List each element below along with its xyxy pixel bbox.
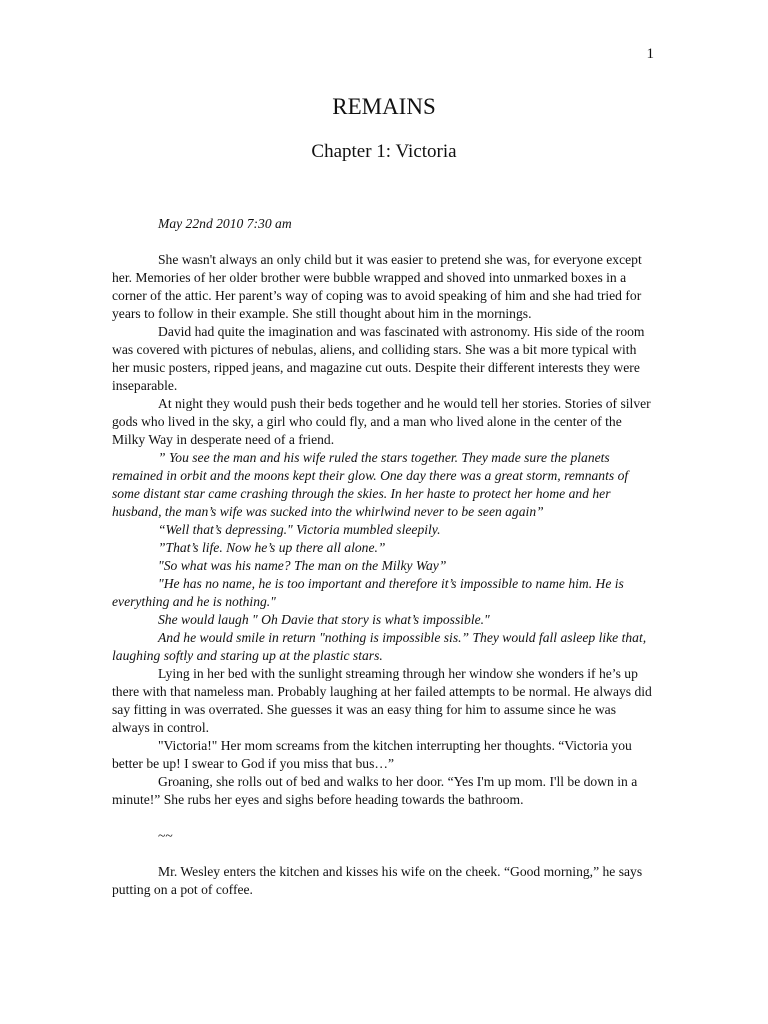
dialogue-line: ”That’s life. Now he’s up there all alone.” [158, 540, 386, 555]
book-title: REMAINS [332, 94, 436, 119]
dialogue-line: And he would smile in return "nothing is impossible sis.” They would fall asleep like that, laughing softly and staring up at the plastic stars. [112, 630, 647, 663]
page-number: 1 [646, 46, 654, 62]
closing-paragraph: Mr. Wesley enters the kitchen and kisses his wife on the cheek. “Good morning,” he says putting on a pot of coffee. [112, 864, 643, 897]
dialogue-line: "He has no name, he is too important and therefore it’s impossible to name him. He is everything and he is nothing." [112, 576, 624, 609]
paragraph: Lying in her bed with the sunlight streaming through her window she wonders if he’s up there with that nameless man. Probably laughing at her failed attempts to be normal. He always did say fitting in was overrated. She guesses it was an easy thing for him to assume since he was always in control. [112, 666, 652, 735]
paragraph: Groaning, she rolls out of bed and walks to her door. “Yes I'm up mom. I'll be down in a minute!” She rubs her eyes and sighs before heading towards the bathroom. [112, 774, 638, 807]
paragraph: She wasn't always an only child but it was easier to pretend she was, for everyone except her. Memories of her older brother were bubble wrapped and shoved into unmarked boxes in a corner of the attic. Her parent’s way of coping was to avoid speaking of him and she had tried for years to follow in their example. She still thought about him in the mornings. [112, 252, 642, 321]
dialogue-line: "So what was his name? The man on the Milky Way” [158, 558, 447, 573]
chapter-heading: Chapter 1: Victoria [311, 141, 457, 162]
paragraph: At night they would push their beds together and he would tell her stories. Stories of silver gods who lived in the sky, a girl who could fly, and a man who lived alone in the center of the Milky Way in desperate need of a friend. [112, 396, 651, 447]
section-break: ~~ [158, 828, 173, 843]
dialogue-line: She would laugh " Oh Davie that story is what’s impossible." [158, 612, 490, 627]
body-text [112, 215, 657, 899]
story-paragraph: ” You see the man and his wife ruled the stars together. They made sure the planets remained in orbit and the moons kept their glow. One day there was a great storm, remnants of some distant star came crashing through the skies. In her haste to protect her home and her husband, the man’s wife was sucked into the whirlwind never to be seen again” [112, 450, 629, 519]
dateline: May 22nd 2010 7:30 am [158, 216, 292, 231]
paragraph: David had quite the imagination and was fascinated with astronomy. His side of the room was covered with pictures of nebulas, aliens, and colliding stars. She was a bit more typical with her music posters, ripped jeans, and magazine cut outs. Despite their different interests they were inseparable. [112, 324, 645, 393]
dialogue-line: “Well that’s depressing." Victoria mumbled sleepily. [158, 522, 441, 537]
paragraph: "Victoria!" Her mom screams from the kitchen interrupting her thoughts. “Victoria you better be up! I swear to God if you miss that bus…” [112, 738, 632, 771]
